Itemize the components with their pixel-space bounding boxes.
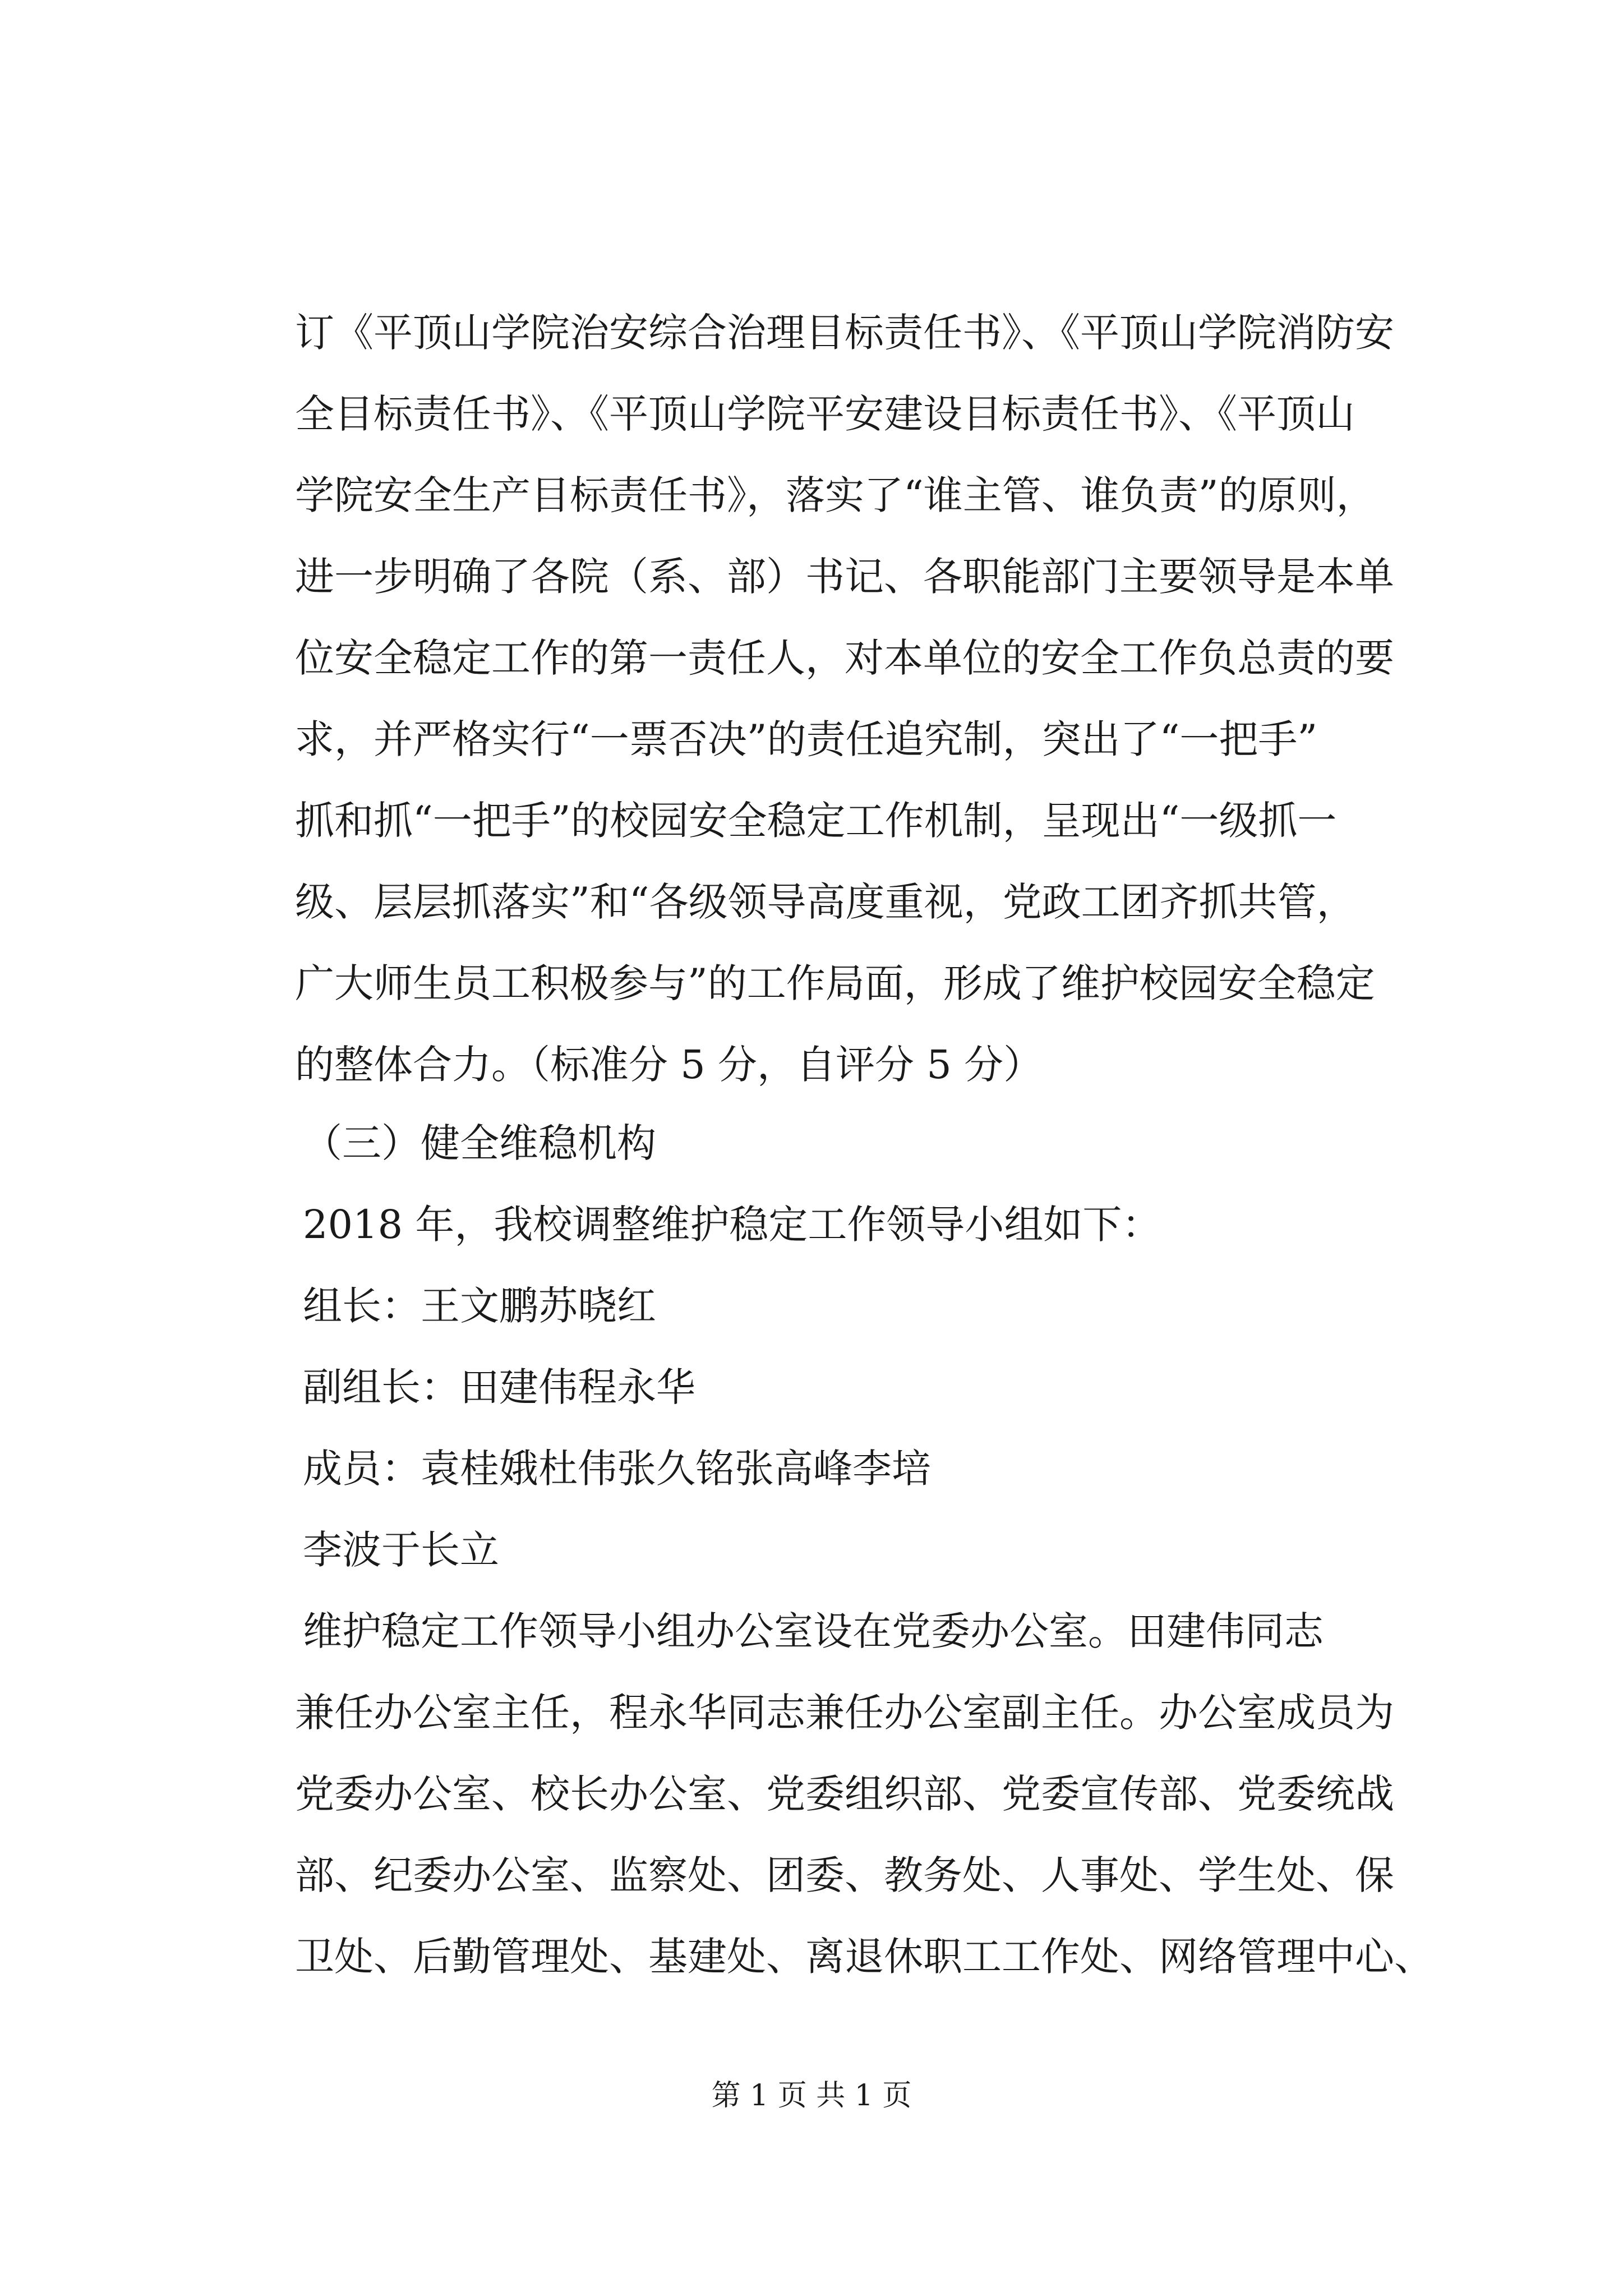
paragraph-line: 副组长：田建伟程永华 <box>303 1364 695 1410</box>
paragraph-line: 维护稳定工作领导小组办公室设在党委办公室。田建伟同志 <box>303 1608 1324 1654</box>
paragraph-line: 全目标责任书》、《平顶山学院平安建设目标责任书》、《平顶山 <box>295 391 1355 437</box>
paragraph-line: 的整体合力。（标准分 5 分，自评分 5 分） <box>295 1042 1043 1088</box>
paragraph-line: 2018 年，我校调整维护稳定工作领导小组如下： <box>303 1202 1161 1248</box>
paragraph-line: 订《平顶山学院治安综合治理目标责任书》、《平顶山学院消防安 <box>295 310 1394 356</box>
paragraph-line: 进一步明确了各院（系、部）书记、各职能部门主要领导是本单 <box>295 554 1394 600</box>
section-heading: （三）健全维稳机构 <box>303 1120 656 1166</box>
paragraph-line: 成员：袁桂娥杜伟张久铭张高峰李培 <box>303 1446 931 1492</box>
paragraph-line: 学院安全生产目标责任书》，落实了“谁主管、谁负责”的原则， <box>295 472 1376 518</box>
paragraph-line: 位安全稳定工作的第一责任人，对本单位的安全工作负总责的要 <box>295 635 1394 681</box>
paragraph-line: 党委办公室、校长办公室、党委组织部、党委宣传部、党委统战 <box>295 1771 1394 1817</box>
paragraph-line: 部、纪委办公室、监察处、团委、教务处、人事处、学生处、保 <box>295 1852 1394 1898</box>
page-footer: 第 1 页 共 1 页 <box>711 2079 912 2113</box>
paragraph-line: 抓和抓“一把手”的校园安全稳定工作机制，呈现出“一级抓一 <box>295 798 1337 844</box>
paragraph-line: 卫处、后勤管理处、基建处、离退休职工工作处、网络管理中心、 <box>295 1934 1433 1980</box>
paragraph-line: 组长：王文鹏苏晓红 <box>303 1283 656 1329</box>
paragraph-line: 级、层层抓落实”和“各级领导高度重视，党政工团齐抓共管， <box>295 879 1356 925</box>
paragraph-line: 广大师生员工积极参与”的工作局面，形成了维护校园安全稳定 <box>295 960 1375 1006</box>
paragraph-line: 李波于长立 <box>303 1527 499 1573</box>
paragraph-line: 兼任办公室主任，程永华同志兼任办公室副主任。办公室成员为 <box>295 1690 1394 1736</box>
paragraph-line: 求，并严格实行“一票否决”的责任追究制，突出了“一把手” <box>295 716 1318 762</box>
